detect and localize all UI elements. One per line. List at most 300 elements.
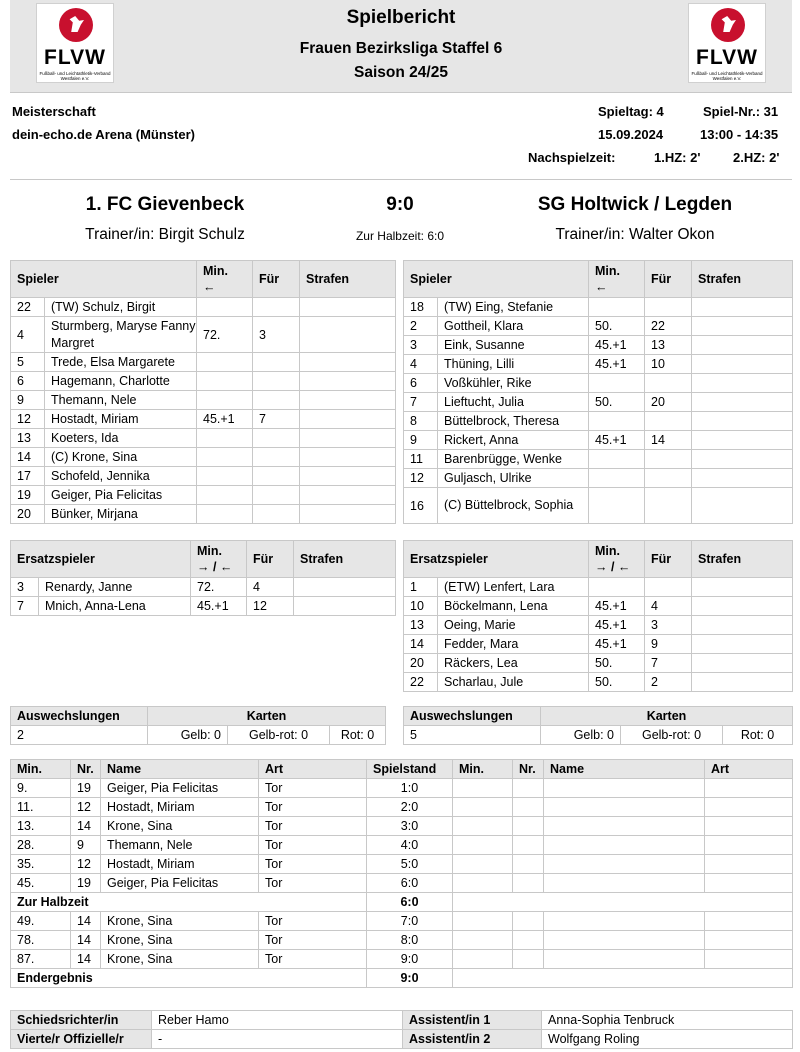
player-row — [11, 505, 396, 524]
home-lineup-table — [10, 260, 396, 524]
event-away-cell — [513, 931, 544, 950]
player-number: 13 — [404, 616, 438, 635]
fourth-official-name: - — [152, 1030, 403, 1049]
col-min: Min. → / ← — [191, 541, 247, 578]
away-subs-table — [403, 540, 793, 692]
report-title: Spielbericht — [346, 7, 456, 28]
sub-minute — [197, 467, 253, 486]
col-art: Art — [259, 760, 367, 779]
event-minute: 78. — [11, 931, 71, 950]
event-score: 4:0 — [367, 836, 453, 855]
referee-name: Reber Hamo — [152, 1011, 403, 1030]
player-number: 12 — [11, 410, 45, 429]
matchday: Spieltag: 4 — [598, 104, 664, 119]
home-team-name: 1. FC Gievenbeck — [85, 194, 245, 215]
sub-for: 12 — [247, 597, 294, 616]
event-player: Geiger, Pia Felicitas — [101, 779, 259, 798]
col-strafen: Strafen — [692, 261, 793, 298]
final-score: 9:0 — [386, 194, 414, 215]
penalties — [692, 654, 793, 673]
sub-minute — [197, 353, 253, 372]
sub-for: 3 — [253, 317, 300, 353]
penalties — [692, 488, 793, 524]
sub-minute — [197, 298, 253, 317]
event-away-cell — [544, 950, 705, 969]
event-minute: 35. — [11, 855, 71, 874]
event-number: 14 — [71, 931, 101, 950]
player-name: Scharlau, Jule — [438, 673, 589, 692]
player-row — [404, 597, 793, 616]
col-art-away: Art — [705, 760, 793, 779]
penalties — [300, 372, 396, 391]
sub-minute: 45.+1 — [589, 616, 645, 635]
sub-for: 10 — [645, 355, 692, 374]
halftime-row-score: 6:0 — [367, 893, 453, 912]
col-strafen: Strafen — [300, 261, 396, 298]
sub-for: 2 — [645, 673, 692, 692]
player-number: 11 — [404, 450, 438, 469]
penalties — [300, 486, 396, 505]
player-name: Guljasch, Ulrike — [438, 469, 589, 488]
player-name: (TW) Schulz, Birgit — [45, 298, 197, 317]
player-number: 10 — [404, 597, 438, 616]
sub-minute — [197, 505, 253, 524]
event-away-cell — [544, 874, 705, 893]
player-number: 19 — [11, 486, 45, 505]
player-row — [11, 317, 396, 353]
event-score: 9:0 — [367, 950, 453, 969]
player-number: 7 — [404, 393, 438, 412]
player-row — [404, 673, 793, 692]
event-type: Tor — [259, 874, 367, 893]
event-player: Krone, Sina — [101, 817, 259, 836]
penalties — [692, 673, 793, 692]
horse-emblem-icon — [711, 8, 745, 42]
event-score: 1:0 — [367, 779, 453, 798]
player-number: 7 — [11, 597, 39, 616]
assistant1-name: Anna-Sophia Tenbruck — [542, 1011, 793, 1030]
event-away-cell — [705, 836, 793, 855]
event-minute: 11. — [11, 798, 71, 817]
player-name: Thüning, Lilli — [438, 355, 589, 374]
player-name: Geiger, Pia Felicitas — [45, 486, 197, 505]
season: Saison 24/25 — [354, 64, 448, 81]
penalties — [300, 505, 396, 524]
col-min: Min. ← — [589, 261, 645, 298]
event-number: 19 — [71, 874, 101, 893]
sub-minute: 45.+1 — [589, 431, 645, 450]
halftime-row — [11, 893, 793, 912]
event-player: Hostadt, Miriam — [101, 798, 259, 817]
sub-minute: 45.+1 — [197, 410, 253, 429]
player-number: 4 — [404, 355, 438, 374]
player-row — [404, 298, 793, 317]
player-name: Barenbrügge, Wenke — [438, 450, 589, 469]
yellow-red-cards: Gelb-rot: 0 — [621, 726, 723, 745]
final-row-label: Endergebnis — [11, 969, 367, 988]
player-name: Rickert, Anna — [438, 431, 589, 450]
col-spielstand: Spielstand — [367, 760, 453, 779]
event-type: Tor — [259, 931, 367, 950]
player-number: 5 — [11, 353, 45, 372]
col-fuer: Für — [645, 261, 692, 298]
sub-for: 7 — [645, 654, 692, 673]
player-row — [404, 317, 793, 336]
player-number: 3 — [11, 578, 39, 597]
sub-minute: 72. — [191, 578, 247, 597]
col-auswechslungen: Auswechslungen — [11, 707, 148, 726]
red-cards: Rot: 0 — [330, 726, 386, 745]
penalties — [692, 597, 793, 616]
sub-for: 14 — [645, 431, 692, 450]
event-row — [11, 836, 793, 855]
event-minute: 28. — [11, 836, 71, 855]
event-away-cell — [544, 779, 705, 798]
col-min: Min. ← — [197, 261, 253, 298]
event-type: Tor — [259, 912, 367, 931]
player-row — [404, 374, 793, 393]
event-row — [11, 855, 793, 874]
event-player: Krone, Sina — [101, 931, 259, 950]
event-type: Tor — [259, 779, 367, 798]
sub-for — [253, 353, 300, 372]
event-player: Hostadt, Miriam — [101, 855, 259, 874]
home-summary-table — [10, 706, 386, 745]
event-away-cell — [705, 855, 793, 874]
sub-minute: 45.+1 — [589, 355, 645, 374]
player-number: 14 — [404, 635, 438, 654]
assistant2-label: Assistent/in 2 — [403, 1030, 542, 1049]
event-row — [11, 931, 793, 950]
player-row — [404, 450, 793, 469]
player-row — [11, 448, 396, 467]
player-name: (TW) Eing, Stefanie — [438, 298, 589, 317]
event-type: Tor — [259, 950, 367, 969]
player-number: 3 — [404, 336, 438, 355]
event-type: Tor — [259, 855, 367, 874]
player-number: 2 — [404, 317, 438, 336]
player-name: Räckers, Lea — [438, 654, 589, 673]
event-away-cell — [453, 950, 513, 969]
col-nr-away: Nr. — [513, 760, 544, 779]
player-number: 17 — [11, 467, 45, 486]
player-name: Eink, Susanne — [438, 336, 589, 355]
sub-minute — [197, 429, 253, 448]
event-away-cell — [453, 912, 513, 931]
event-away-cell — [705, 874, 793, 893]
yellow-cards: Gelb: 0 — [541, 726, 621, 745]
match-date: 15.09.2024 — [598, 127, 664, 142]
col-fuer: Für — [645, 541, 692, 578]
event-away-cell — [513, 836, 544, 855]
sub-minute — [589, 450, 645, 469]
event-row — [11, 817, 793, 836]
player-number: 9 — [404, 431, 438, 450]
col-karten: Karten — [148, 707, 386, 726]
sub-for — [253, 429, 300, 448]
sub-for — [253, 505, 300, 524]
sub-for — [253, 298, 300, 317]
event-type: Tor — [259, 798, 367, 817]
event-score: 3:0 — [367, 817, 453, 836]
player-name: Koeters, Ida — [45, 429, 197, 448]
event-number: 14 — [71, 950, 101, 969]
player-name: (C) Büttelbrock, Sophia — [438, 488, 589, 524]
penalties — [294, 578, 396, 597]
event-away-cell — [453, 817, 513, 836]
penalties — [294, 597, 396, 616]
player-name: Themann, Nele — [45, 391, 197, 410]
sub-minute — [589, 412, 645, 431]
sub-for — [645, 298, 692, 317]
yellow-cards: Gelb: 0 — [148, 726, 228, 745]
penalties — [692, 336, 793, 355]
sub-for: 3 — [645, 616, 692, 635]
event-score: 2:0 — [367, 798, 453, 817]
player-number: 22 — [11, 298, 45, 317]
player-number: 9 — [11, 391, 45, 410]
event-player: Krone, Sina — [101, 912, 259, 931]
event-score: 6:0 — [367, 874, 453, 893]
player-row — [11, 467, 396, 486]
player-name: Trede, Elsa Margarete — [45, 353, 197, 372]
event-player: Geiger, Pia Felicitas — [101, 874, 259, 893]
subs-count: 5 — [404, 726, 541, 745]
col-spieler: Spieler — [11, 261, 197, 298]
sub-for: 13 — [645, 336, 692, 355]
divider — [10, 179, 792, 180]
player-name: Hostadt, Miriam — [45, 410, 197, 429]
event-type: Tor — [259, 817, 367, 836]
event-away-cell — [453, 798, 513, 817]
player-name: Lieftucht, Julia — [438, 393, 589, 412]
player-name: Mnich, Anna-Lena — [39, 597, 191, 616]
officials-table — [10, 1010, 793, 1049]
event-score: 5:0 — [367, 855, 453, 874]
subs-count: 2 — [11, 726, 148, 745]
sub-minute — [589, 488, 645, 524]
venue: dein-echo.de Arena (Münster) — [12, 127, 195, 142]
col-spieler: Spieler — [404, 261, 589, 298]
event-away-cell — [705, 779, 793, 798]
halftime-score: Zur Halbzeit: 6:0 — [355, 229, 445, 243]
player-number: 12 — [404, 469, 438, 488]
sub-minute — [589, 469, 645, 488]
sub-for — [253, 448, 300, 467]
player-row — [11, 391, 396, 410]
event-away-cell — [705, 950, 793, 969]
player-name: Büttelbrock, Theresa — [438, 412, 589, 431]
halftime-row-label: Zur Halbzeit — [11, 893, 367, 912]
extra-time-second-half: 2.HZ: 2' — [733, 150, 780, 165]
player-row — [11, 597, 396, 616]
fourth-official-label: Vierte/r Offizielle/r — [11, 1030, 152, 1049]
event-row — [11, 874, 793, 893]
player-row — [11, 298, 396, 317]
sub-for — [645, 412, 692, 431]
event-away-cell — [453, 931, 513, 950]
event-away-cell — [453, 836, 513, 855]
yellow-red-cards: Gelb-rot: 0 — [228, 726, 330, 745]
event-minute: 45. — [11, 874, 71, 893]
home-trainer: Trainer/in: Birgit Schulz — [85, 226, 245, 243]
sub-minute: 45.+1 — [191, 597, 247, 616]
player-name: (C) Krone, Sina — [45, 448, 197, 467]
col-name-away: Name — [544, 760, 705, 779]
event-minute: 9. — [11, 779, 71, 798]
sub-for: 9 — [645, 635, 692, 654]
player-name: Renardy, Janne — [39, 578, 191, 597]
penalties — [692, 450, 793, 469]
event-away-cell — [513, 874, 544, 893]
sub-for: 4 — [247, 578, 294, 597]
sub-minute — [197, 391, 253, 410]
sub-for — [645, 488, 692, 524]
player-name: Böckelmann, Lena — [438, 597, 589, 616]
event-away-cell — [705, 817, 793, 836]
player-row — [11, 372, 396, 391]
col-min-away: Min. — [453, 760, 513, 779]
player-number: 6 — [11, 372, 45, 391]
extra-time-first-half: 1.HZ: 2' — [654, 150, 701, 165]
player-row — [11, 353, 396, 372]
col-nr: Nr. — [71, 760, 101, 779]
event-away-cell — [544, 836, 705, 855]
player-row — [404, 578, 793, 597]
event-player: Themann, Nele — [101, 836, 259, 855]
penalties — [692, 374, 793, 393]
penalties — [692, 635, 793, 654]
player-row — [404, 355, 793, 374]
event-row — [11, 798, 793, 817]
penalties — [692, 355, 793, 374]
col-karten: Karten — [541, 707, 793, 726]
event-number: 12 — [71, 798, 101, 817]
sub-for — [645, 469, 692, 488]
player-name: Schofeld, Jennika — [45, 467, 197, 486]
col-strafen: Strafen — [692, 541, 793, 578]
sub-for: 4 — [645, 597, 692, 616]
sub-for — [645, 578, 692, 597]
event-away-cell — [705, 912, 793, 931]
col-min: Min. → / ← — [589, 541, 645, 578]
player-row — [11, 429, 396, 448]
event-score: 8:0 — [367, 931, 453, 950]
sub-minute — [589, 578, 645, 597]
sub-minute: 50. — [589, 654, 645, 673]
event-away-cell — [544, 855, 705, 874]
player-number: 4 — [11, 317, 45, 353]
sub-minute: 50. — [589, 393, 645, 412]
sub-for — [253, 486, 300, 505]
event-away-cell — [544, 931, 705, 950]
red-cards: Rot: 0 — [723, 726, 793, 745]
sub-minute: 50. — [589, 673, 645, 692]
sub-minute — [589, 374, 645, 393]
match-time: 13:00 - 14:35 — [700, 127, 779, 142]
event-number: 14 — [71, 912, 101, 931]
col-ersatz: Ersatzspieler — [404, 541, 589, 578]
final-row-score: 9:0 — [367, 969, 453, 988]
match-number: Spiel-Nr.: 31 — [703, 104, 779, 119]
event-away-cell — [513, 950, 544, 969]
penalties — [300, 317, 396, 353]
event-number: 12 — [71, 855, 101, 874]
event-away-cell — [705, 798, 793, 817]
extra-time-label: Nachspielzeit: — [528, 150, 616, 165]
match-events-table — [10, 759, 793, 988]
sub-minute — [197, 448, 253, 467]
penalties — [692, 431, 793, 450]
away-trainer: Trainer/in: Walter Okon — [555, 226, 715, 243]
event-away-cell — [513, 855, 544, 874]
competition-type: Meisterschaft — [12, 104, 96, 119]
event-away-cell — [705, 931, 793, 950]
event-score: 7:0 — [367, 912, 453, 931]
penalties — [300, 298, 396, 317]
player-name: (ETW) Lenfert, Lara — [438, 578, 589, 597]
sub-for: 22 — [645, 317, 692, 336]
sub-minute — [197, 486, 253, 505]
penalties — [692, 469, 793, 488]
player-number: 20 — [404, 654, 438, 673]
sub-for — [645, 374, 692, 393]
player-row — [11, 486, 396, 505]
player-name: Fedder, Mara — [438, 635, 589, 654]
sub-minute: 45.+1 — [589, 597, 645, 616]
event-number: 19 — [71, 779, 101, 798]
event-away-cell — [453, 874, 513, 893]
col-fuer: Für — [247, 541, 294, 578]
event-minute: 13. — [11, 817, 71, 836]
penalties — [300, 391, 396, 410]
final-row — [11, 969, 793, 988]
penalties — [692, 393, 793, 412]
player-row — [404, 469, 793, 488]
player-name: Oeing, Marie — [438, 616, 589, 635]
player-row — [404, 488, 793, 524]
event-row — [11, 912, 793, 931]
player-number: 6 — [404, 374, 438, 393]
player-number: 18 — [404, 298, 438, 317]
player-row — [404, 431, 793, 450]
player-name: Sturmberg, Maryse Fanny Margret — [45, 317, 197, 353]
player-name: Gottheil, Klara — [438, 317, 589, 336]
event-away-cell — [513, 817, 544, 836]
away-lineup-table — [403, 260, 793, 524]
event-away-cell — [544, 912, 705, 931]
player-name: Voßkühler, Rike — [438, 374, 589, 393]
referee-label: Schiedsrichter/in — [11, 1011, 152, 1030]
penalties — [300, 448, 396, 467]
event-away-cell — [453, 969, 793, 988]
league-name: Frauen Bezirksliga Staffel 6 — [299, 40, 503, 57]
penalties — [300, 429, 396, 448]
col-strafen: Strafen — [294, 541, 396, 578]
event-away-cell — [544, 798, 705, 817]
sub-for — [253, 372, 300, 391]
event-away-cell — [453, 855, 513, 874]
player-name: Hagemann, Charlotte — [45, 372, 197, 391]
sub-minute — [589, 298, 645, 317]
player-row — [11, 578, 396, 597]
player-row — [404, 412, 793, 431]
col-auswechslungen: Auswechslungen — [404, 707, 541, 726]
event-number: 14 — [71, 817, 101, 836]
away-team-name: SG Holtwick / Legden — [537, 194, 733, 215]
col-ersatz: Ersatzspieler — [11, 541, 191, 578]
col-name: Name — [101, 760, 259, 779]
